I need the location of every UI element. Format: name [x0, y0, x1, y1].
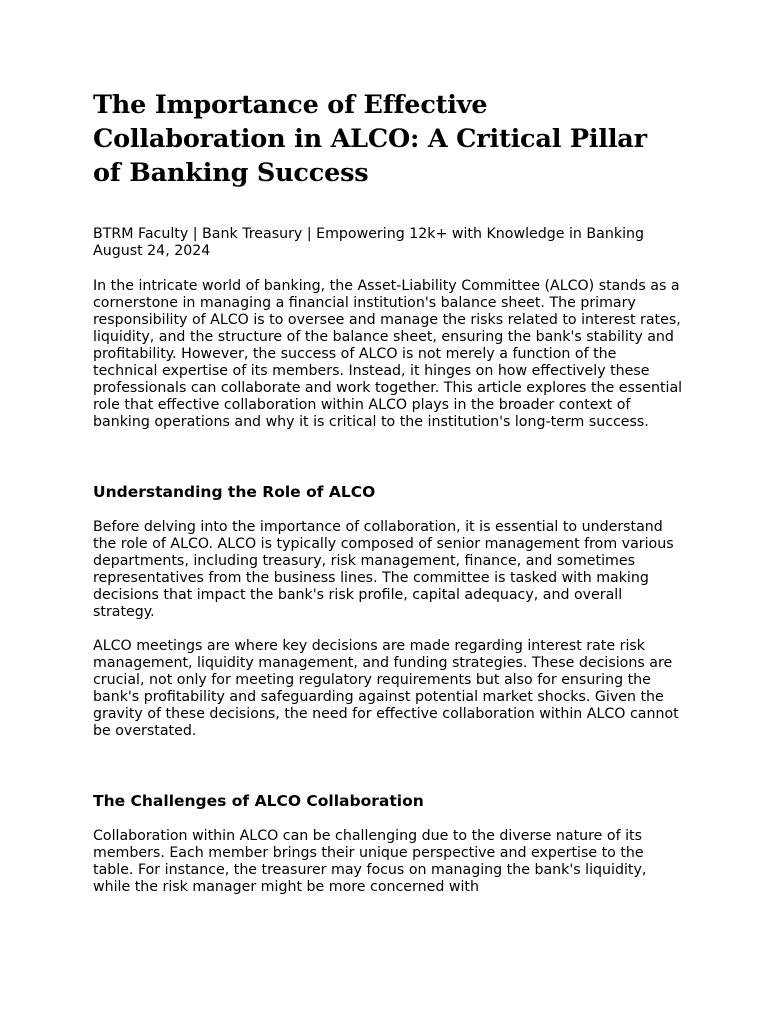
- section-paragraph: Before delving into the importance of collaboration, it is essential to understand the role of ALCO. ALCO is typically composed of senior management from various departments, including treasury, risk management, finance, and sometimes representatives from the business lines. The committee is tasked with making decisions that impact the bank's risk profile, capital adequacy, and overall strategy.: [93, 519, 674, 620]
- article-meta: [93, 226, 683, 260]
- article-title: The Importance of Effective Collaboration in ALCO: A Critical Pillar of Banking Success: [93, 90, 647, 188]
- publish-date: August 24, 2024: [93, 243, 211, 259]
- section-heading-role: Understanding the Role of ALCO: [93, 483, 376, 501]
- section-paragraph: ALCO meetings are where key decisions are made regarding interest rate risk management, liquidity management, and funding strategies. These decisions are crucial, not only for meeting regulatory requirements but also for ensuring the bank's profitability and safeguarding against potential market shocks. Given the gravity of these decisions, the need for effective collaboration within ALCO cannot be overstated.: [93, 638, 679, 739]
- section-heading-challenges: The Challenges of ALCO Collaboration: [93, 792, 424, 810]
- section-paragraph: Collaboration within ALCO can be challenging due to the diverse nature of its members. Each member brings their unique perspective and expertise to the table. For instance, the treasurer may focus on managing the bank's liquidity, while the risk manager might be more concerned with: [93, 828, 647, 895]
- article-page: [93, 88, 683, 896]
- intro-paragraph: In the intricate world of banking, the Asset-Liability Committee (ALCO) stands as a cornerstone in managing a financial institution's balance sheet. The primary responsibility of ALCO is to oversee and manage the risks related to interest rates, liquidity, and the structure of the balance sheet, ensuring the bank's stability and profitability. However, the success of ALCO is not merely a function of the technical expertise of its members. Instead, it hinges on how effectively these professionals can collaborate and work together. This article explores the essential role that effective collaboration within ALCO plays in the broader context of banking operations and why it is critical to the institution's long-term success.: [93, 278, 683, 430]
- author-line: BTRM Faculty | Bank Treasury | Empowering 12k+ with Knowledge in Banking: [93, 226, 645, 242]
